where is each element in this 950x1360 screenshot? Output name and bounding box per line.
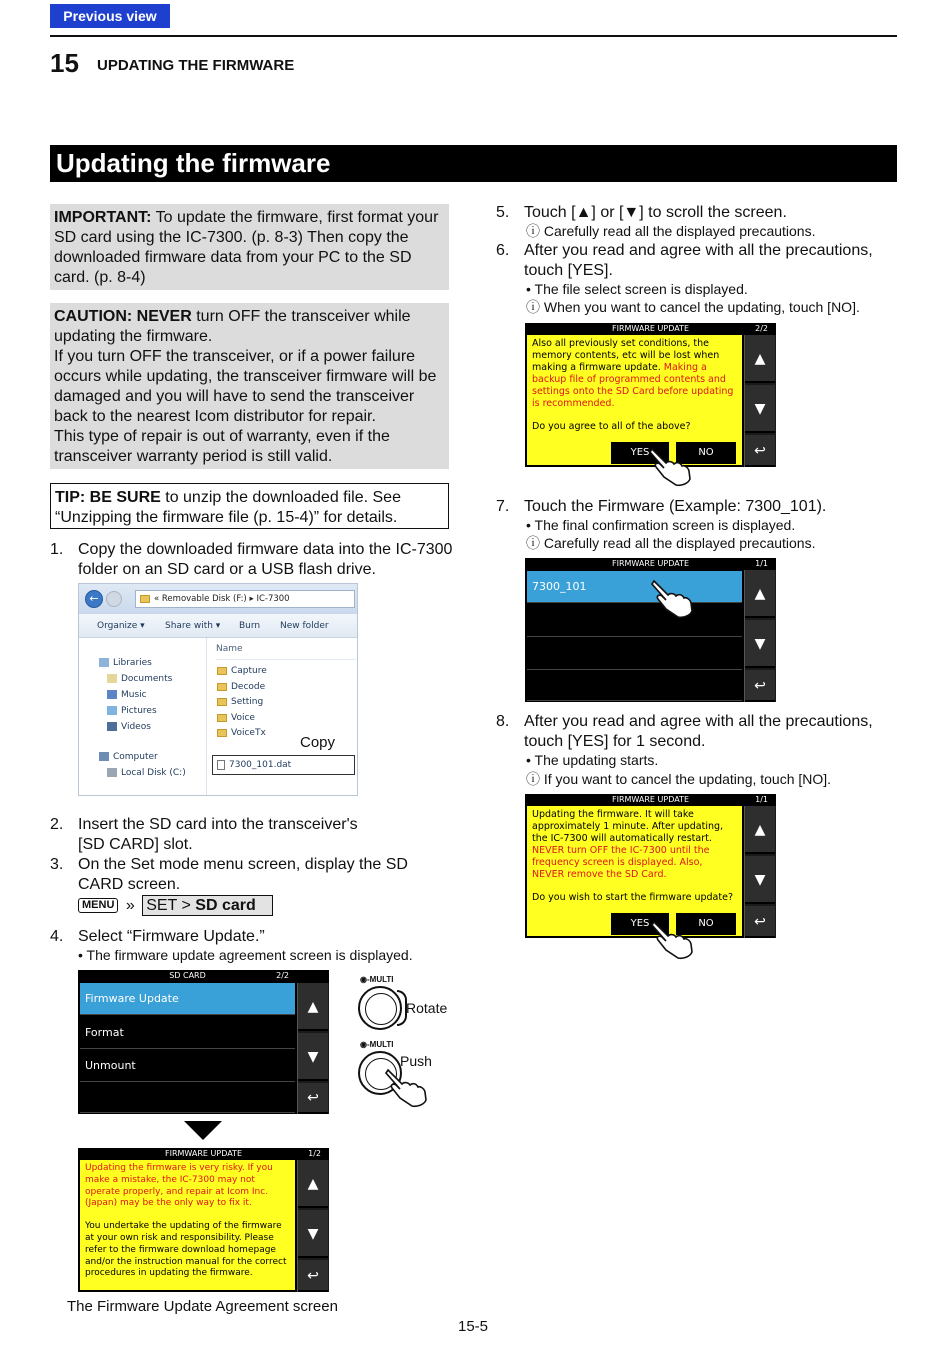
- videos-icon: [107, 722, 117, 731]
- menu-path-target: SD card: [195, 897, 256, 914]
- menu-key: MENU: [78, 898, 118, 913]
- screen-header: [525, 323, 776, 335]
- update-info-text: Updating the firmware. It will take approximately 1 minute. After updating, the IC-7300 will automatically restart.: [532, 809, 724, 844]
- screen-title: FIRMWARE UPDATE: [611, 559, 689, 568]
- folder-icon: [217, 683, 227, 691]
- multi-label: ◉-MULTI: [360, 975, 394, 984]
- nav-item-pictures[interactable]: [107, 706, 157, 716]
- important-text: To update the firmware, first format your SD card using the IC-7300. (p. 8-3) Then copy the downloaded firmware data from your PC to the SD card. (p. 8-4): [54, 209, 439, 286]
- scroll-up-button[interactable]: ▲: [745, 570, 775, 618]
- step-4-note: • The firmware update agreement screen is displayed.: [78, 947, 413, 963]
- backup-recommendation-text: Making a backup file of programmed contents and settings onto the SD Card before updating is recommended.: [532, 362, 734, 409]
- file-name: 7300_101.dat: [229, 760, 292, 770]
- chapter-number: 15: [50, 48, 79, 78]
- sd-card-screen: [78, 970, 329, 1114]
- screen-side-buttons: [297, 983, 329, 1114]
- screen-header: [525, 794, 776, 806]
- step-7-note-2: ⓘ Carefully read all the displayed precautions.: [526, 535, 816, 551]
- scroll-down-button[interactable]: ▼: [745, 620, 775, 668]
- step-number: 5.: [496, 204, 510, 221]
- agreement-caption: The Firmware Update Agreement screen: [67, 1298, 338, 1315]
- scroll-down-button[interactable]: ▼: [745, 856, 775, 904]
- share-with-menu[interactable]: Share with ▾: [165, 621, 221, 631]
- address-drive: Removable Disk (F:): [161, 594, 247, 604]
- step-7: [496, 497, 896, 517]
- nav-item-libraries[interactable]: [99, 658, 152, 668]
- address-chevron: «: [154, 594, 160, 604]
- screen-title: FIRMWARE UPDATE: [611, 795, 689, 804]
- yes-button[interactable]: YES: [611, 442, 669, 464]
- no-button[interactable]: NO: [676, 913, 736, 935]
- page-indicator: 1/2: [308, 1149, 321, 1158]
- menu-path-box: [142, 895, 273, 916]
- nav-label: Music: [121, 690, 147, 700]
- step-text: After you read and agree with all the precautions, touch [YES] for 1 second.: [524, 713, 873, 750]
- scroll-up-button[interactable]: ▲: [298, 983, 328, 1031]
- file-icon: [217, 760, 225, 770]
- folder-label: Setting: [231, 697, 264, 707]
- screen-side-buttons: [744, 335, 776, 467]
- step-2: [50, 815, 380, 855]
- screen-side-buttons: [744, 570, 776, 702]
- step-6: [496, 241, 896, 281]
- rotate-label: Rotate: [406, 1000, 448, 1016]
- documents-icon: [107, 674, 117, 683]
- multi-label-text: MULTI: [369, 975, 394, 984]
- agreement-screen: [78, 1148, 329, 1292]
- burn-button[interactable]: Burn: [239, 621, 261, 631]
- nav-item-music[interactable]: [107, 690, 147, 700]
- scroll-down-button[interactable]: ▼: [298, 1033, 328, 1081]
- explorer-nav-pane: [79, 638, 207, 795]
- disk-icon: [107, 768, 117, 777]
- important-label: IMPORTANT:: [54, 209, 152, 226]
- scroll-down-button[interactable]: ▼: [745, 385, 775, 433]
- nav-label: Computer: [113, 752, 158, 762]
- menu-path-separator: »: [125, 897, 135, 914]
- step-number: 7.: [496, 498, 510, 515]
- return-icon[interactable]: ↩: [745, 435, 775, 467]
- menu-item-format[interactable]: Format: [80, 1017, 295, 1049]
- back-button[interactable]: ←: [85, 590, 103, 608]
- explorer-toolbar: [79, 614, 357, 638]
- multi-dial-icon: [358, 986, 402, 1030]
- nav-item-documents[interactable]: [107, 674, 172, 684]
- step-text: Touch the Firmware (Example: 7300_101).: [524, 498, 827, 515]
- screen-title: FIRMWARE UPDATE: [164, 1149, 242, 1158]
- memory-warning-text: Also all previously set conditions, the memory contents, etc will be lost when making a firmware update.: [532, 338, 720, 373]
- previous-view-button[interactable]: Previous view: [50, 4, 170, 28]
- folder-icon: [140, 595, 150, 603]
- folder-label: Capture: [231, 666, 267, 676]
- file-row-empty: [527, 638, 742, 670]
- push-label: Push: [400, 1053, 432, 1069]
- step-text: After you read and agree with all the precautions, touch [YES].: [524, 242, 873, 279]
- page-indicator: 2/2: [276, 971, 289, 980]
- screen-header: [525, 558, 776, 570]
- file-row-empty: [527, 605, 742, 637]
- step-text: On the Set mode menu screen, display the SD CARD screen.: [78, 856, 408, 893]
- folder-icon: [217, 667, 227, 675]
- screen-header: [78, 970, 297, 982]
- scroll-down-button[interactable]: ▼: [298, 1210, 328, 1258]
- folder-item[interactable]: [217, 728, 266, 738]
- step-5: [496, 203, 896, 223]
- folder-item[interactable]: [217, 697, 263, 707]
- nav-item-local-disk[interactable]: [107, 768, 186, 778]
- screen-title: FIRMWARE UPDATE: [611, 324, 689, 333]
- warning-text: Updating the firmware is very risky. If you make a mistake, the IC-7300 may not operate properly, and repair at Icom Inc.(Japan) may be the only way to fix it.: [85, 1163, 273, 1209]
- screen-title: SD CARD: [169, 971, 206, 980]
- step-3: [50, 855, 410, 895]
- folder-item[interactable]: [217, 713, 255, 723]
- caution-text-1: turn OFF the transceiver while updating the firmware.: [54, 308, 411, 345]
- step-text: Copy the downloaded firmware data into the IC-7300 folder on an SD card or a USB flash drive.: [78, 541, 453, 578]
- menu-path-prefix: SET >: [146, 897, 196, 914]
- caution-label: CAUTION: NEVER: [54, 308, 192, 325]
- return-icon[interactable]: ↩: [745, 670, 775, 702]
- nav-item-computer[interactable]: [99, 752, 158, 762]
- firmware-file-row[interactable]: 7300_101: [527, 571, 742, 603]
- step-6-note-1: • The file select screen is displayed.: [526, 281, 748, 297]
- page-number: 15-5: [458, 1318, 489, 1335]
- step-number: 3.: [50, 856, 64, 873]
- file-row-empty: [527, 671, 742, 701]
- return-icon[interactable]: ↩: [298, 1260, 328, 1292]
- menu-item-unmount[interactable]: Unmount: [80, 1050, 295, 1082]
- screen-header: [78, 1148, 329, 1160]
- step-8: [496, 712, 896, 752]
- address-separator-icon: ▸: [249, 594, 254, 604]
- confirm-question: Do you wish to start the firmware update?: [532, 892, 733, 903]
- menu-item-firmware-update[interactable]: Firmware Update: [80, 983, 295, 1015]
- pointing-hand-icon: [384, 1066, 430, 1108]
- header-rule: [50, 35, 897, 37]
- chapter-title: UPDATING THE FIRMWARE: [97, 57, 295, 74]
- nav-label: Libraries: [113, 658, 152, 668]
- new-folder-button[interactable]: New folder: [280, 621, 329, 631]
- step-text: Select “Firmware Update.”: [78, 928, 265, 945]
- tip-text: to unzip the downloaded file. See “Unzipping the firmware file (p. 15-4)” for details.: [55, 489, 401, 526]
- confirm-screen: [525, 794, 776, 938]
- step-number: 8.: [496, 713, 510, 730]
- return-icon[interactable]: ↩: [745, 906, 775, 938]
- computer-icon: [99, 752, 109, 761]
- step-number: 1.: [50, 541, 64, 558]
- scroll-up-button[interactable]: ▲: [745, 806, 775, 854]
- menu-path: [78, 895, 273, 917]
- step-number: 2.: [50, 816, 64, 833]
- caution-text-2: If you turn OFF the transceiver, or if a power failure occurs while updating, the transceiver firmware will be damaged and you will have to send the transceiver back to the nearest Icom distributor for repair.: [54, 348, 437, 425]
- copy-label: Copy: [300, 734, 336, 751]
- agreement-text-area: [80, 1160, 295, 1290]
- step-text: Insert the SD card into the transceiver's [SD CARD] slot.: [78, 816, 358, 853]
- step-8-note-2: ⓘ If you want to cancel the updating, touch [NO].: [526, 771, 832, 787]
- organize-menu[interactable]: Organize ▾: [97, 621, 145, 631]
- step-4: [50, 927, 450, 947]
- column-header-name[interactable]: Name: [216, 644, 243, 654]
- step-8-note-1: • The updating starts.: [526, 752, 659, 768]
- step-text: Touch [▲] or [▼] to scroll the screen.: [524, 204, 787, 221]
- step-number: 4.: [50, 928, 64, 945]
- libraries-icon: [99, 658, 109, 667]
- nav-label: Local Disk (C:): [121, 768, 186, 778]
- menu-item-empty: [80, 1083, 295, 1113]
- pictures-icon: [107, 706, 117, 715]
- pointing-hand-icon: [650, 918, 696, 960]
- nav-label: Pictures: [121, 706, 157, 716]
- pointing-hand-icon: [650, 577, 696, 619]
- page-indicator: 2/2: [755, 324, 768, 333]
- caution-box: [50, 303, 449, 469]
- scroll-up-button[interactable]: ▲: [745, 335, 775, 383]
- step-6-note-2: ⓘ When you want to cancel the updating, touch [NO].: [526, 299, 860, 315]
- caution-text-3: This type of repair is out of warranty, even if the transceiver warranty period is still valid.: [54, 428, 390, 465]
- folder-item[interactable]: [217, 682, 265, 692]
- screen-side-buttons: [744, 806, 776, 938]
- nav-label: Documents: [121, 674, 173, 684]
- folder-label: Voice: [231, 713, 255, 723]
- nav-label: Videos: [121, 722, 151, 732]
- folder-icon: [217, 714, 227, 722]
- pointing-hand-icon: [648, 445, 694, 487]
- folder-label: Decode: [231, 682, 266, 692]
- step-7-note-1: • The final confirmation screen is displayed.: [526, 517, 796, 533]
- responsibility-text: You undertake the updating of the firmware at your own risk and responsibility. Please refer to the firmware download homepage and/or the instruction manual for the correct procedures in updating the firmware.: [85, 1221, 287, 1279]
- important-box: [50, 204, 449, 290]
- arrow-down-icon: [184, 1121, 222, 1140]
- firmware-file-item[interactable]: [212, 755, 355, 775]
- music-icon: [107, 690, 117, 699]
- step-1: [50, 540, 455, 580]
- forward-button[interactable]: [106, 591, 122, 607]
- step-5-note: ⓘ Carefully read all the displayed precautions.: [526, 223, 816, 239]
- folder-icon: [217, 698, 227, 706]
- multi-label-text: MULTI: [369, 1040, 394, 1049]
- tip-label: TIP: BE SURE: [55, 489, 161, 506]
- page-indicator: 1/1: [755, 559, 768, 568]
- folder-label: VoiceTx: [231, 728, 266, 738]
- folder-icon: [217, 729, 227, 737]
- nav-item-videos[interactable]: [107, 722, 151, 732]
- folder-item[interactable]: [217, 666, 267, 676]
- section-title: Updating the firmware: [50, 145, 897, 182]
- step-number: 6.: [496, 242, 510, 259]
- scroll-up-button[interactable]: ▲: [298, 1160, 328, 1208]
- screen-side-buttons: [297, 1160, 329, 1292]
- column-divider: [216, 659, 356, 660]
- return-icon[interactable]: ↩: [298, 1083, 328, 1114]
- agree-question: Do you agree to all of the above?: [532, 421, 691, 432]
- explorer-address-bar: [79, 584, 357, 614]
- no-button[interactable]: NO: [676, 442, 736, 464]
- address-folder: IC-7300: [256, 594, 290, 604]
- tip-box: [50, 483, 449, 529]
- address-field[interactable]: [135, 590, 355, 608]
- update-warning-text: NEVER turn OFF the IC-7300 until the frequency screen is displayed. Also, NEVER remove the SD Card.: [532, 845, 710, 880]
- page-indicator: 1/1: [755, 795, 768, 804]
- yes-button[interactable]: YES: [611, 913, 669, 935]
- multi-label: ◉-MULTI: [360, 1040, 394, 1049]
